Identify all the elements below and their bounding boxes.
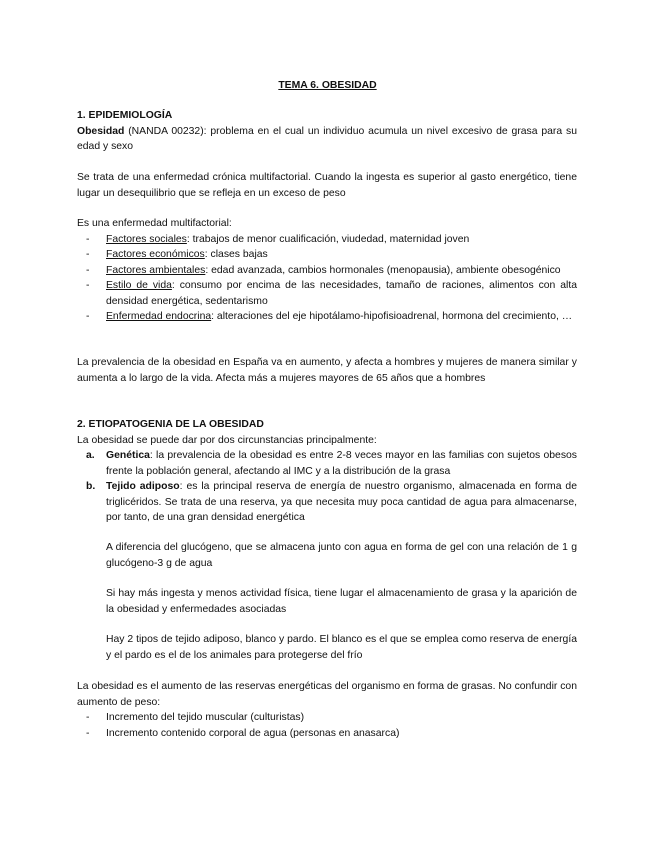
paragraph-text: La prevalencia de la obesidad en España va en aumento, y afecta a hombres y mujeres de manera similar y aumenta a lo largo de la vida. Afecta más a mujeres mayores de 65 años que a hombres [77, 357, 577, 384]
list-item [77, 448, 577, 479]
definition-term: Obesidad [77, 125, 125, 137]
factor-sep: : [171, 280, 180, 291]
paragraph-tipos-tejido [77, 632, 577, 663]
list-marker: b. [86, 481, 96, 492]
section-etiopatogenia [77, 417, 577, 526]
paragraph-prevalence [77, 355, 577, 386]
paragraph-text: Se trata de una enfermedad crónica multifactorial. Cuando la ingesta es superior al gasto energético, tiene lugar un desequilibrio que se refleja en un exceso de peso [77, 172, 577, 199]
list-item [77, 309, 577, 325]
factor-text: alteraciones del eje hipotálamo-hipofisioadrenal, hormona del crecimiento, … [216, 311, 573, 322]
factor-sep: : [211, 311, 217, 322]
factor-term: Factores ambientales [106, 264, 206, 276]
section-heading: 2. ETIOPATOGENIA DE LA OBESIDAD [77, 419, 264, 430]
list-item [77, 278, 577, 309]
paragraph-text: La obesidad es el aumento de las reservas energéticas del organismo en forma de grasas. No confundir con aumento de peso: [77, 681, 577, 708]
factor-sep: : [186, 233, 193, 245]
factor-text: consumo por encima de las necesidades, tamaño de raciones, alimentos con alta densidad energética, sedentarismo [106, 280, 578, 307]
factor-text: trabajos de menor cualificación, viudedad, maternidad joven [192, 233, 470, 245]
factor-term: Enfermedad endocrina [106, 311, 212, 322]
list-item [77, 479, 577, 526]
paragraph-text: A diferencia del glucógeno, que se almacena junto con agua en forma de gel con una relación de 1 g glucógeno-3 g de agua [106, 542, 577, 569]
not-confuse-list [77, 710, 577, 741]
list-marker: a. [86, 450, 95, 461]
factor-term: Factores sociales [106, 233, 187, 245]
factor-text: edad avanzada, cambios hormonales (menopausia), ambiente obesogénico [211, 264, 561, 276]
list-item [77, 263, 577, 279]
definition-text: (NANDA 00232): problema en el cual un individuo acumula un nivel excesivo de grasa para su edad y sexo [77, 125, 577, 152]
factor-sep: : [204, 249, 211, 260]
list-item [77, 232, 577, 248]
paragraph-ingesta [77, 586, 577, 617]
factors-list [77, 232, 577, 325]
section-epidemiologia [77, 108, 577, 155]
factor-sep: : [205, 264, 212, 276]
factors-block [77, 216, 577, 325]
cause-text: : la prevalencia de la obesidad es entre 2-8 veces mayor en las familias con sujetos obesos frente la población general, afectando al IMC y a la distribución de la grasa [106, 450, 577, 477]
cause-term: Genética [106, 450, 150, 461]
list-item: - Incremento contenido corporal de agua (personas en anasarca) [77, 726, 577, 742]
section-heading: 1. EPIDEMIOLOGÍA [77, 110, 173, 121]
cause-term: Tejido adiposo [106, 481, 180, 492]
closing-block [77, 679, 577, 741]
paragraph-text: Si hay más ingesta y menos actividad física, tiene lugar el almacenamiento de grasa y la aparición de la obesidad y enfermedades asociadas [106, 588, 577, 615]
causes-list [77, 448, 577, 526]
factor-term: Estilo de vida [106, 280, 172, 291]
paragraph-chronic [77, 170, 577, 201]
list-item [77, 247, 577, 263]
list-item: - Incremento del tejido muscular (culturistas) [77, 710, 577, 726]
factor-text: clases bajas [210, 249, 268, 260]
obesity-definition [77, 124, 577, 155]
factor-term: Factores económicos [106, 249, 205, 260]
paragraph-text: Hay 2 tipos de tejido adiposo, blanco y pardo. El blanco es el que se emplea como reserva de energía y el pardo es el de los animales para protegerse del frío [106, 634, 577, 661]
paragraph-glucogeno [77, 540, 577, 571]
factors-intro: Es una enfermedad multifactorial: [77, 218, 232, 229]
cause-text: : es la principal reserva de energía de nuestro organismo, almacenada en forma de triglicéridos. Se trata de una reserva, ya que necesita muy poca cantidad de agua para almacenarse, por tanto, de una gran densidad energética [106, 481, 577, 523]
document-title: TEMA 6. OBESIDAD [278, 80, 377, 91]
section-intro: La obesidad se puede dar por dos circunstancias principalmente: [77, 434, 377, 446]
